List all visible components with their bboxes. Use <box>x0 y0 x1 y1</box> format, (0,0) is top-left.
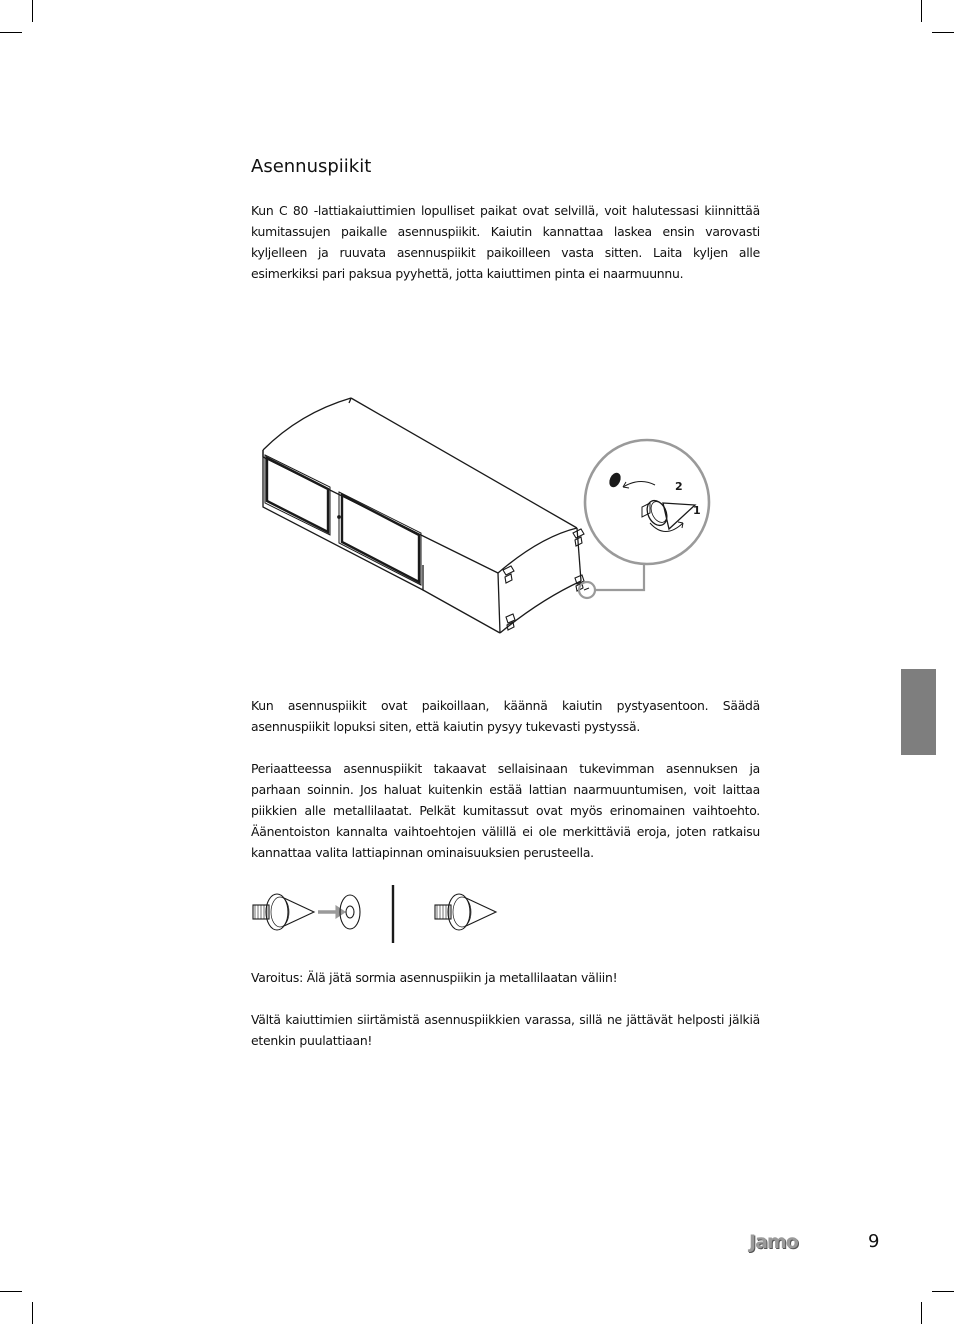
speaker-lying-on-side-illustration <box>255 395 715 640</box>
crop-mark <box>0 32 22 33</box>
intro-paragraph: Kun C 80 -lattiakaiuttimien lopulliset paikat ovat selvillä, voit halutessasi kiinnittää kumitassujen paikalle asennuspiikit. Kaiutin kannattaa laskea ensin varovasti kyljelleen ja ruuvata asennuspiikit paikoilleen vasta sitten. Laita kyljen alle esimerkiksi pari paksua pyyhettä, jotta kaiuttimen pinta ei naarmuunnu. <box>251 203 760 281</box>
crop-mark <box>32 0 33 22</box>
crop-mark <box>932 32 954 33</box>
step-1-label: 1 <box>693 504 701 517</box>
crop-mark <box>921 1302 922 1324</box>
spike-only <box>435 894 496 930</box>
crop-mark <box>932 1291 954 1292</box>
crop-mark <box>921 0 922 22</box>
page-number: 9 <box>868 1231 880 1252</box>
crop-mark <box>32 1302 33 1324</box>
avoid-paragraph: Vältä kaiuttimien siirtämistä asennuspiikkien varassa, sillä ne jättävät helposti jälkiä etenkin puulattiaan! <box>251 1012 760 1048</box>
page-title: Asennuspiikit <box>251 156 372 177</box>
spike-with-plate <box>253 894 360 930</box>
brand-name: Jamo <box>749 1231 798 1253</box>
crop-mark <box>0 1291 22 1292</box>
principle-paragraph: Periaatteessa asennuspiikit takaavat sellaisinaan tukevimman asennuksen ja parhaan soinnin. Jos haluat kuitenkin estää lattian naarmuuntumisen, voit laittaa piikkien alle metallilaatat. Pelkät kumitassut ovat myös erinomainen vaihtoehto. Äänentoiston kannalta vaihtoehtojen välillä ei ole merkittäviä eroja, joten ratkaisu kannattaa valita lattiapinnan ominaisuuksien perusteella. <box>251 761 760 860</box>
step-2-label: 2 <box>675 480 683 493</box>
upright-paragraph: Kun asennuspiikit ovat paikoillaan, käännä kaiutin pystyasentoon. Säädä asennuspiikit lopuksi siten, että kaiutin pysyy tukevasti pystyssä. <box>251 698 760 734</box>
warning-paragraph: Varoitus: Älä jätä sormia asennuspiikin ja metallilaatan väliin! <box>251 970 618 985</box>
jamo-logo <box>749 1232 827 1252</box>
spike-options-illustration <box>248 880 508 946</box>
language-side-tab <box>901 669 936 755</box>
